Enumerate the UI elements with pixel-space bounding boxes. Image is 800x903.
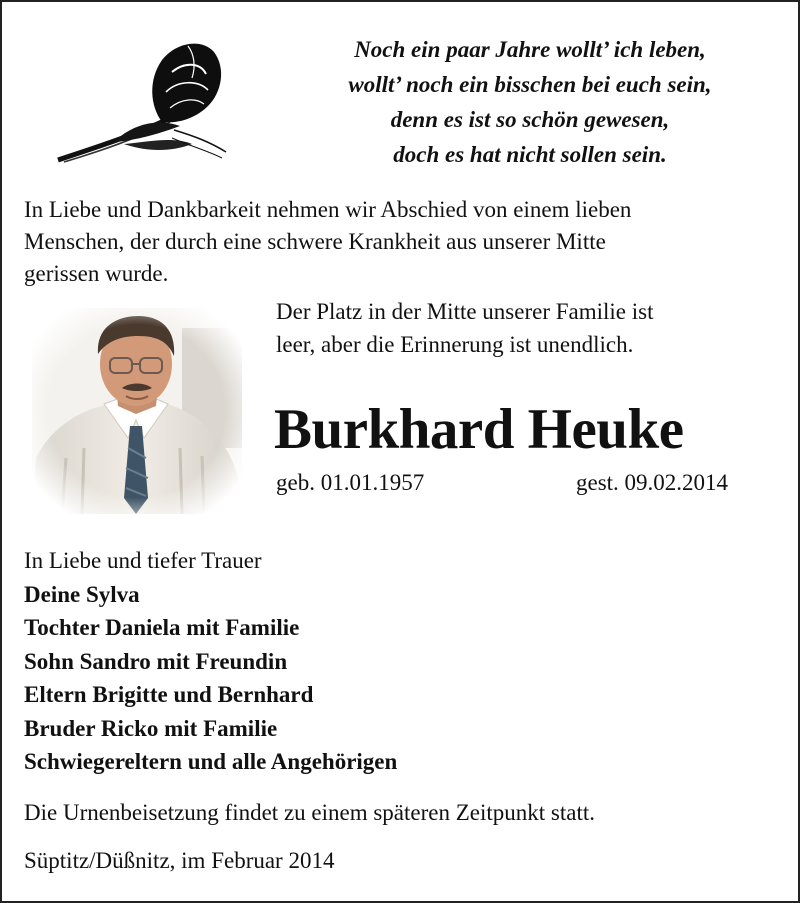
mourner-name: Sohn Sandro mit Freundin [24, 648, 288, 674]
place-date: Süptitz/Düßnitz, im Februar 2014 [24, 848, 335, 873]
poem-line: Noch ein paar Jahre wollt’ ich leben, [354, 37, 706, 62]
mourners-list [24, 544, 784, 779]
birth-date: geb. 01.01.1957 [276, 470, 425, 495]
poem-line: denn es ist so schön gewesen, [390, 107, 670, 132]
burial-note: Die Urnenbeisetzung findet zu einem späteren Zeitpunkt statt. [24, 800, 595, 825]
death-date: gest. 09.02.2014 [576, 470, 729, 495]
intro-text [24, 194, 784, 290]
rose-icon [54, 36, 230, 168]
intro-line: In Liebe und Dankbarkeit nehmen wir Abschied von einem lieben [24, 197, 632, 222]
mourner-name: Bruder Ricko mit Familie [24, 715, 278, 741]
intro-line: Menschen, der durch eine schwere Krankheit aus unserer Mitte [24, 229, 606, 254]
mourner-name: Deine Sylva [24, 581, 140, 607]
memorial-quote [276, 295, 776, 361]
mourner-name: Eltern Brigitte und Bernhard [24, 682, 314, 707]
mourners-lead: In Liebe und tiefer Trauer [24, 548, 262, 573]
portrait-photo [32, 308, 242, 514]
poem-line: doch es hat nicht sollen sein. [393, 142, 667, 167]
poem-line: wollt’ noch ein bisschen bei euch sein, [348, 72, 712, 97]
quote-line: leer, aber die Erinnerung ist unendlich. [276, 332, 634, 357]
mourner-name: Tochter Daniela mit Familie [24, 615, 300, 640]
mourner-name: Schwiegereltern und alle Angehörigen [24, 749, 398, 774]
poem [290, 32, 770, 172]
deceased-name: Burkhard Heuke [274, 398, 684, 461]
intro-line: gerissen wurde. [24, 261, 169, 286]
quote-line: Der Platz in der Mitte unserer Familie ist [276, 299, 654, 324]
